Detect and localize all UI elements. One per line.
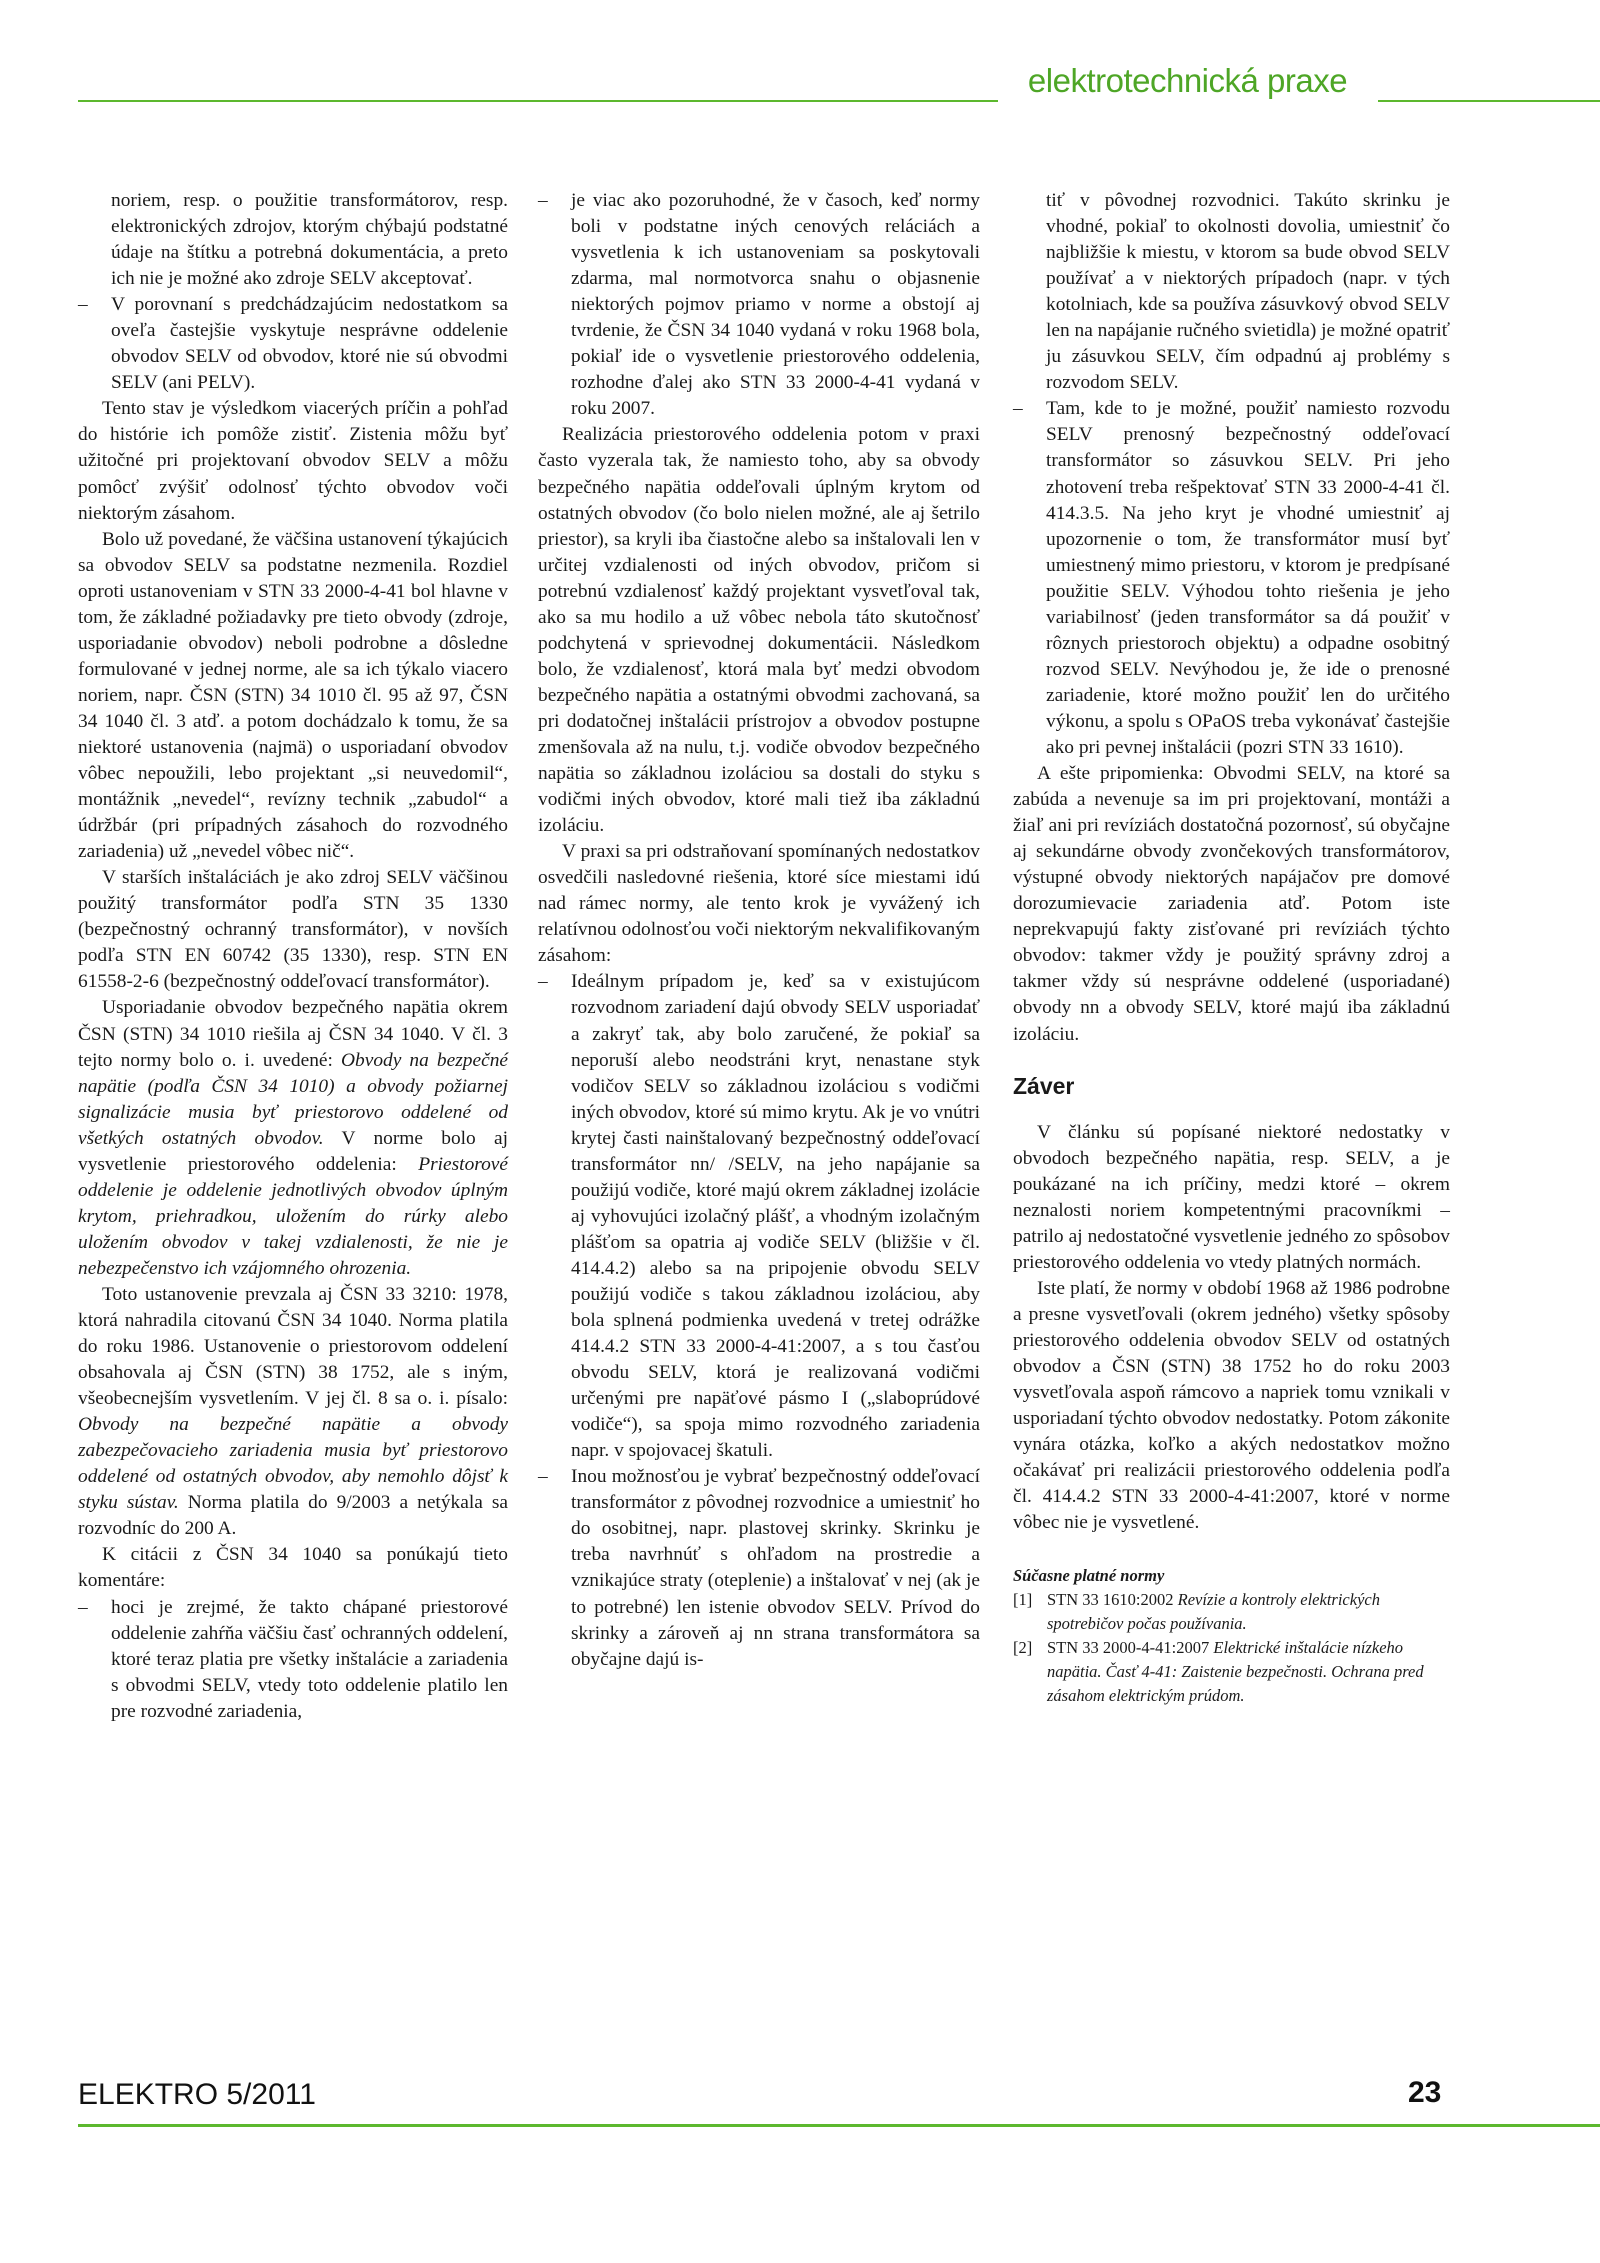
bullet-continuation: tiť v pôvodnej rozvodnici. Takúto skrinku je vhodné, pokiaľ to okolnosti dovolia, umiestniť čo najbližšie k miestu, v ktorom sa bude obvod SELV používať a v niektorých prípadoch (napr. v tých kotolniach, kde sa používa zásuvkový obvod SELV len na napájanie ručného svietidla) je možné opatriť ju zásuvkou SELV, čím odpadnú aj problémy s rozvodom SELV. <box>1046 190 1451 394</box>
column-3 <box>1013 188 1450 1708</box>
text-run: Norma platila do 9/2003 a netýkala sa rozvodníc do 200 A. <box>78 1492 508 1540</box>
text-run: V norme bolo aj vysvetlenie priestorového oddelenia: <box>78 1127 508 1175</box>
bullet-continuation <box>538 188 980 422</box>
quote-italic: Obvody na bezpečné napätie (podľa ČSN 34 1010) a obvody požiarnej signalizácie musia byť priestorovo oddelené od všetkých ostatných obvodov. <box>78 1049 508 1149</box>
quote-italic: Obvody na bezpečné napätie a obvody zabezpečovacieho zariadenia musia byť priestorovo oddelené od ostatných obvodov, aby nemohlo dôjsť k styku sústav. <box>78 1414 508 1514</box>
dash-glyph: – <box>538 190 548 211</box>
reference-code: STN 33 2000-4-41:2007 <box>1047 1638 1214 1658</box>
header-rule-left <box>78 100 998 102</box>
column-2 <box>538 188 980 1673</box>
page-number: 23 <box>1408 2076 1442 2109</box>
reference-title: Revízie a kontroly elektrických spotrebičov počas používania. <box>1047 1590 1380 1634</box>
bullet-item: – Inou možnosťou je vybrať bezpečnostný oddeľovací transformátor z pôvodnej rozvodnice a umiestniť ho do osobitnej, napr. plastovej skrinky. Skrinku je treba navrhnúť s ohľadom na prostredie a vznikajúce straty (oteplenie) a inštalovať v nej (ak je to potrebné) len istenie obvodov SELV. Prívod do skrinky a zároveň aj nn strana transformátora sa obyčajne dajú is- <box>538 1464 980 1672</box>
paragraph: Tento stav je výsledkom viacerých príčin a pohľad do histórie ich pomôže zistiť. Zistenia môžu byť užitočné pri projektovaní obvodov SELV a môžu pomôcť zvýšiť odolnosť týchto obvodov voči niektorým zásahom. <box>78 398 508 524</box>
column-1 <box>78 188 508 1725</box>
paragraph: noriem, resp. o použitie transformátorov, resp. elektronických zdrojov, ktorým chýbajú podstatné údaje na štítku a potrebná dokumentácia, a preto ich nie je možné ako zdroje SELV akceptovať. <box>111 190 508 290</box>
paragraph <box>78 995 508 1282</box>
section-title: elektrotechnická praxe <box>1027 62 1348 99</box>
references-heading: Súčasne platné normy <box>1013 1566 1165 1586</box>
bullet-item: – V porovnaní s predchádzajúcim nedostatkom sa oveľa častejšie vyskytuje nesprávne oddelenie obvodov SELV od obvodov, ktoré nie sú obvodmi SELV (ani PELV). <box>78 292 508 396</box>
paragraph: K citácii z ČSN 34 1040 sa ponúkajú tieto komentáre: <box>78 1544 508 1592</box>
paragraph <box>78 1282 508 1542</box>
text-run: je viac ako pozoruhodné, že v časoch, keď normy boli v podstatne iných cenových reláciách a vysvetlenia k ich ustanoveniam sa poskytovali zdarma, mal normotvorca snahu o objasnenie niektorých pojmov priamo v norme a obstojí aj tvrdenie, že ČSN 34 1040 vydaná v roku 1968 bola, pokiaľ ide o vysvetlenie priestorového oddelenia, rozhodne ďalej ako STN 33 2000-4-41 vydaná v roku 2007. <box>571 190 980 420</box>
reference-number: [1] <box>1013 1590 1033 1610</box>
quote-italic: Priestorové oddelenie je oddelenie jednotlivých obvodov úplným krytom, priehradkou, uložením do rúrky alebo uložením obvodov v takej vzdialenosti, že nie je nebezpečenstvo ich vzájomného ohrozenia. <box>78 1153 508 1279</box>
paragraph: V praxi sa pri odstraňovaní spomínaných nedostatkov osvedčili nasledovné riešenia, ktoré síce miestami idú nad rámec normy, ale tento krok je vyvážený ich relatívnou odolnosťou voči niektorým nekvalifikovaným zásahom: <box>538 841 980 967</box>
reference-item <box>1013 1636 1450 1708</box>
reference-item <box>1013 1588 1450 1636</box>
bullet-item: – hoci je zrejmé, že takto chápané priestorové oddelenie zahŕňa väčšiu časť ochranných oddelení, ktoré teraz platia pre všetky inštalácie a zariadenia s obvodmi SELV, vtedy toto oddelenie platilo len pre rozvodné zariadenia, <box>78 1595 508 1725</box>
paragraph: Realizácia priestorového oddelenia potom v praxi často vyzerala tak, že namiesto toho, aby sa obvody bezpečného napätia oddeľovali úplným krytom od ostatných obvodov (čo bolo nielen možné, ale aj šetrilo priestor), sa kryli iba čiastočne alebo sa inštalovali len v určitej vzdialenosti od iných obvodov, pričom si potrebnú vzdialenosť každý projektant vysvetľoval tak, ako sa mu hodilo a už vôbec nebola táto skutočnosť podchytená v sprievodnej dokumentácii. Následkom bolo, že vzdialenosť, ktorá mala byť medzi obvodom bezpečného napätia a ostatnými obvodmi zachovaná, sa pri dodatočnej inštalácii prístrojov a obvodov postupne zmenšovala až na nulu, t.j. vodiče obvodov bezpečného napätia so základnou izoláciou sa dostali do styku s vodičmi iných obvodov, ktoré mali tiež iba základnú izoláciu. <box>538 424 980 837</box>
reference-number: [2] <box>1013 1638 1033 1658</box>
header-rule-right <box>1378 100 1600 102</box>
bullet-item: – Tam, kde to je možné, použiť namiesto rozvodu SELV prenosný bezpečnostný oddeľovací transformátor so zásuvkou SELV. Pri jeho zhotovení treba rešpektovať STN 33 2000-4-41 čl. 414.3.5. Na jeho kryt je vhodné umiestniť aj upozornenie o tom, že transformátor musí byť umiestnený mimo priestoru, v ktorom je predpísané použitie SELV. Výhodou tohto riešenia je jeho variabilnosť (jeden transformátor sa dá použiť v rôznych priestoroch objektu) a odpadne osobitný rozvod SELV. Nevýhodou je, že ide o prenosné zariadenie, ktoré možno použiť len do určitého výkonu, a spolu s OPaOS treba vykonávať častejšie ako pri pevnej inštalácii (pozri STN 33 1610). <box>1013 396 1450 761</box>
bullet-item: – Ideálnym prípadom je, keď sa v existujúcom rozvodnom zariadení dajú obvody SELV usporiadať a zakryť tak, aby bolo zaručené, že pokiaľ sa neporuší alebo neodstráni kryt, nenastane styk vodičov SELV so základnou izoláciou s vodičmi iných obvodov, ktoré sú mimo krytu. Ak je vo vnútri krytej časti nainštalovaný bezpečnostný oddeľovací transformátor nn/ /SELV, na jeho napájanie sa použijú vodiče, ktoré majú okrem základnej izolácie aj vyhovujúci izolačný plášť, a vhodným izolačným plášťom sa opatria aj vodiče SELV (bližšie v čl. 414.4.2) alebo sa na pripojenie obvodu SELV použijú vodiče s takou základnou izoláciou, aby bola splnená podmienka uvedená v tretej odrážke 414.4.2 STN 33 2000-4-41:2007, a s tou časťou obvodu SELV, ktorá je realizovaná vodičmi určenými pre napäťové pásmo I („slaboprúdové vodiče“), sa spoja mimo rozvodného zariadenia napr. v spojovacej škatuli. <box>538 969 980 1464</box>
reference-title: Elektrické inštalácie nízkeho napätia. Časť 4-41: Zaistenie bezpečnosti. Ochrana pred zásahom elektrickým prúdom. <box>1047 1638 1424 1706</box>
conclusion-heading: Záver <box>1013 1072 1075 1099</box>
paragraph: Bolo už povedané, že väčšina ustanovení týkajúcich sa obvodov SELV sa podstatne nezmenila. Rozdiel oproti ustanoveniam v STN 33 2000-4-41 bol hlavne v tom, že základné požiadavky pre tieto obvody (zdroje, usporiadanie obvodov) neboli podrobne a dôsledne formulované v jednej norme, ale sa ich týkalo viacero noriem, napr. ČSN (STN) 34 1010 čl. 95 až 97, ČSN 34 1040 čl. 3 atď. a potom dochádzalo k tomu, že sa niektoré ustanovenia (najmä) o usporiadaní obvodov vôbec nepoužili, lebo projektant „si neuvedomil“, montážnik „nevedel“, revízny technik „zabudol“ a údržbár (pri prípadných zásahoch do rozvodného zariadenia) už „nevedel vôbec nič“. <box>78 528 508 863</box>
reference-code: STN 33 1610:2002 <box>1047 1590 1178 1610</box>
paragraph: V článku sú popísané niektoré nedostatky v obvodoch bezpečného napätia, resp. SELV, a je poukázané na ich príčiny, medzi ktoré – okrem neznalosti noriem kompetentnými pracovníkmi – patrilo aj nedostatočné vysvetlenie jedného zo spôsobov priestorového oddelenia vo vtedy platných normách. <box>1013 1121 1450 1273</box>
text-run: Toto ustanovenie prevzala aj ČSN 33 3210: 1978, ktorá nahradila citovanú ČSN 34 1040. Norma platila do roku 1986. Ustanovenie o priestorovom oddelení obsahovala aj ČSN (STN) 38 1752, ale s iným, všeobecnejším vysvetlením. V jej čl. 8 sa o. i. písalo: <box>78 1283 508 1410</box>
paragraph: V starších inštaláciách je ako zdroj SELV väčšinou použitý transformátor podľa STN 35 1330 (bezpečnostný ochranný transformátor), v novších podľa STN EN 60742 (35 1330), resp. STN EN 61558-2-6 (bezpečnostný oddeľovací transformátor). <box>78 867 508 993</box>
footer-rule <box>78 2124 1600 2127</box>
text-run: Usporiadanie obvodov bezpečného napätia okrem ČSN (STN) 34 1010 riešila aj ČSN 34 1040. V čl. 3 tejto normy bolo o. i. uvedené: <box>78 997 508 1071</box>
paragraph: Iste platí, že normy v období 1968 až 1986 podrobne a presne vysvetľovali (okrem jedného) všetky spôsoby priestorového oddelenia obvodov SELV od ostatných obvodov a ČSN (STN) 38 1752 ho do roku 2003 vysvetľovala aspoň rámcovo a napriek tomu vznikali v usporiadaní týchto obvodov nedostatky. Potom zákonite vynára otázka, koľko a akých nedostatkov možno očakávať pri realizácii priestorového oddelenia podľa čl. 414.4.2 STN 33 2000-4-41:2007, ktoré v norme vôbec nie je vysvetlené. <box>1013 1277 1450 1534</box>
paragraph: A ešte pripomienka: Obvodmi SELV, na ktoré sa zabúda a nevenuje sa im pri projektovaní, montáži a žiaľ ani pri revíziách dostatočná pozornosť, sú obyčajne aj sekundárne obvody zvončekových transformátorov, výstupné obvody niektorých napájačov pre domové dorozumievacie zariadenia atď. Potom iste neprekvapujú fakty zisťované pri revíziách týchto obvodov: takmer vždy je použitý správny zdroj a takmer vždy sú nesprávne oddelené (usporiadané) obvody nn a obvody SELV, ktoré majú iba základnú izoláciu. <box>1013 763 1450 1045</box>
issue-label: ELEKTRO 5/2011 <box>78 2078 316 2111</box>
